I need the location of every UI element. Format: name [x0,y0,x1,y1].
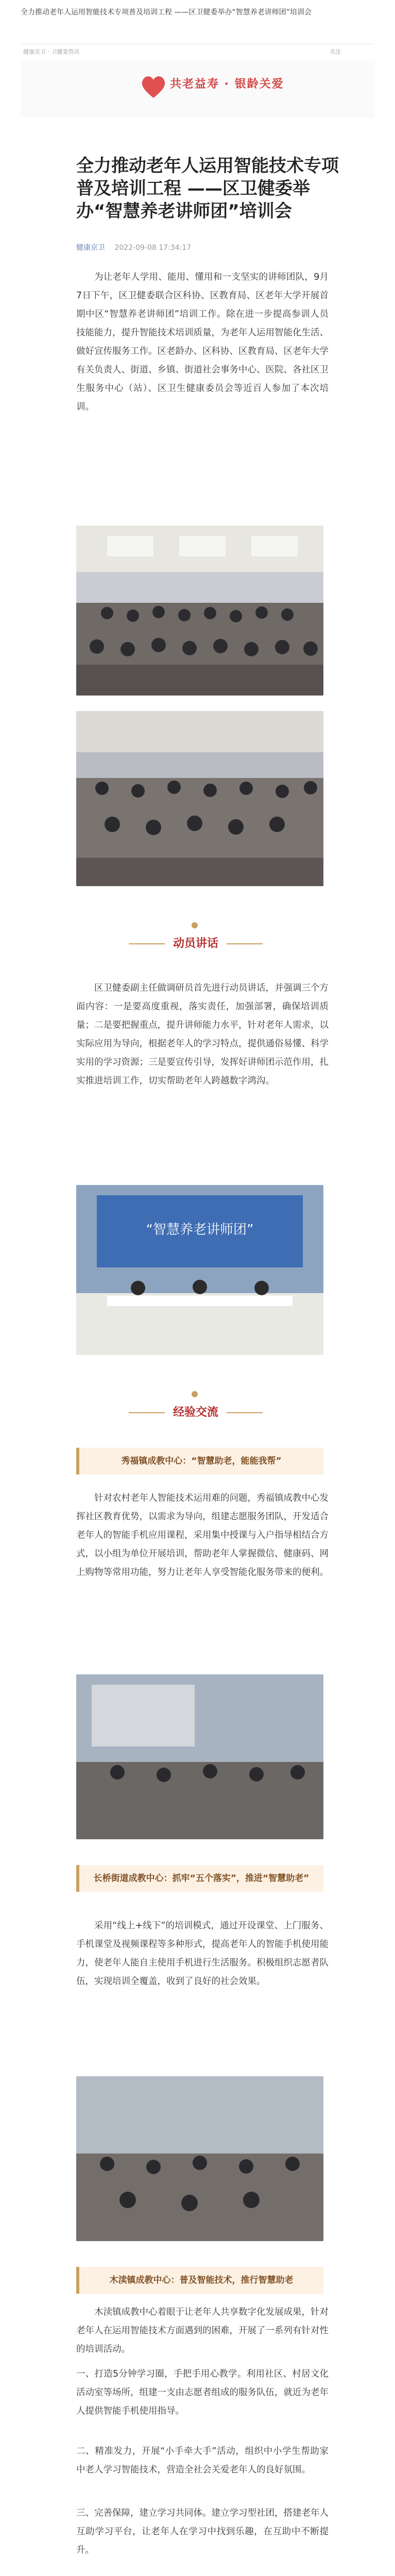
photo-caption: “智慧养老讲师团” [146,1222,254,1238]
section-2-text-1: 针对农村老年人智能技术运用难的问题，秀福镇成教中心发挥社区教育优势，以需求为导向，组建志愿服务团队，开发适合老年人的智能手机应用课程，采用集中授课与入户指导相结合方式，以小组为单位开展培训，帮助老年人掌握微信、健康码、网上购物等常用功能，努力让老年人享受智能化服务带来的便利。 [76,1493,329,1578]
photo-podium [76,1185,323,1355]
window-title: 全力推动老年人运用智能技术专项普及培训工程 ——区卫健委举办“智慧养老讲师团”培训会 [21,8,312,16]
banner-slogan: 共老益寿 · 银龄关爱 [170,78,284,91]
section-2-subheading-1: 秀福镇成教中心：“智慧助老，能能我帮” [76,1448,323,1475]
photo-classroom-2 [76,2076,323,2241]
section-dot [192,1391,198,1397]
section-2-text-2: 采用“线上+线下”的培训模式，通过开设课堂、上门服务、手机课堂及视频课程等多种形式，提高老年人的智能手机使用能力，使老年人能自主使用手机进行生活服务。积极组织志愿者队伍，实现培训全覆盖，收到了良好的社会效果。 [76,1921,329,1987]
photo-meeting-room [76,526,323,696]
section-2-point: 三、完善保障，建立学习共同体。建立学习型社团，搭建老年人互助学习平台，让老年人在学习中找到乐趣，在互助中不断提升。 [76,2508,329,2555]
section-2-point: 一、打造5分钟学习圈，手把手用心教学。利用社区、村居文化活动室等场所，组建一支由志愿者组成的服务队伍，就近为老年人提供智能手机使用指导。 [76,2369,329,2416]
photo-audience [76,711,323,886]
photo-classroom-1 [76,1674,323,1839]
section-1-title: 动员讲话 [129,933,263,955]
article-date: 2022-09-08 17:34:17 [114,244,192,252]
follow-button[interactable]: 关注 [330,48,341,55]
section-2-subheading-2: 长桥街道成教中心：抓牢“五个落实”，推进“智慧助老” [76,1865,323,1892]
section-2-point: 二、精准发力，开展“小手牵大手”活动，组织中小学生帮助家中老人学习智能技术，营造全社会关爱老年人的良好氛围。 [76,2446,329,2475]
section-1-text: 区卫健委副主任做调研员首先进行动员讲话，并强调三个方面内容：一是要高度重视，落实责任，加强部署，确保培训质量；二是要把握重点，提升讲师能力水平，针对老年人需求，以实际应用为导向，根据老年人的学习特点，提供通俗易懂、科学实用的学习资源；三是要宣传引导，发挥好讲师团示范作用，扎实推进培训工作，切实帮助老年人跨越数字鸿沟。 [76,983,329,1086]
section-dot [192,922,198,928]
section-2-text-3: 木渎镇成教中心着眼于让老年人共享数字化发展成果，针对老年人在运用智能技术方面遇到的困难，开展了一系列有针对性的培训活动。 [76,2307,329,2354]
section-2-title: 经验交流 [129,1401,263,1424]
article-title: 全力推动老年人运用智能技术专项普及培训工程 ——区卫健委举办“智慧养老讲师团”培训会 [76,156,339,222]
heart-icon [138,71,169,102]
intro-paragraph: 为让老年人学用、能用、懂用和一支坚实的讲师团队，9月7日下午，区卫健委联合区科协、区教育局、区老年大学开展首期中区“智慧养老讲师团”培训工作。除在进一步提高参训人员技能能力，提升智能技术培训质量，为老年人运用智能化生活、做好宣传服务工作。区老龄办、区科协、区教育局、区老年大学有关负责人、街道、乡镇、街道社会事务中心、医院、各社区卫生服务中心（站）、区卫生健康委员会等近百人参加了本次培训。 [76,272,329,412]
article-author[interactable]: 健康京卫 [76,244,105,252]
article-meta [76,242,191,252]
section-2-subheading-3: 木渎镇成教中心：普及智能技术，推行智慧助老 [76,2267,323,2294]
account-name[interactable]: 健康京卫 · 卫健委资讯 [23,48,80,55]
